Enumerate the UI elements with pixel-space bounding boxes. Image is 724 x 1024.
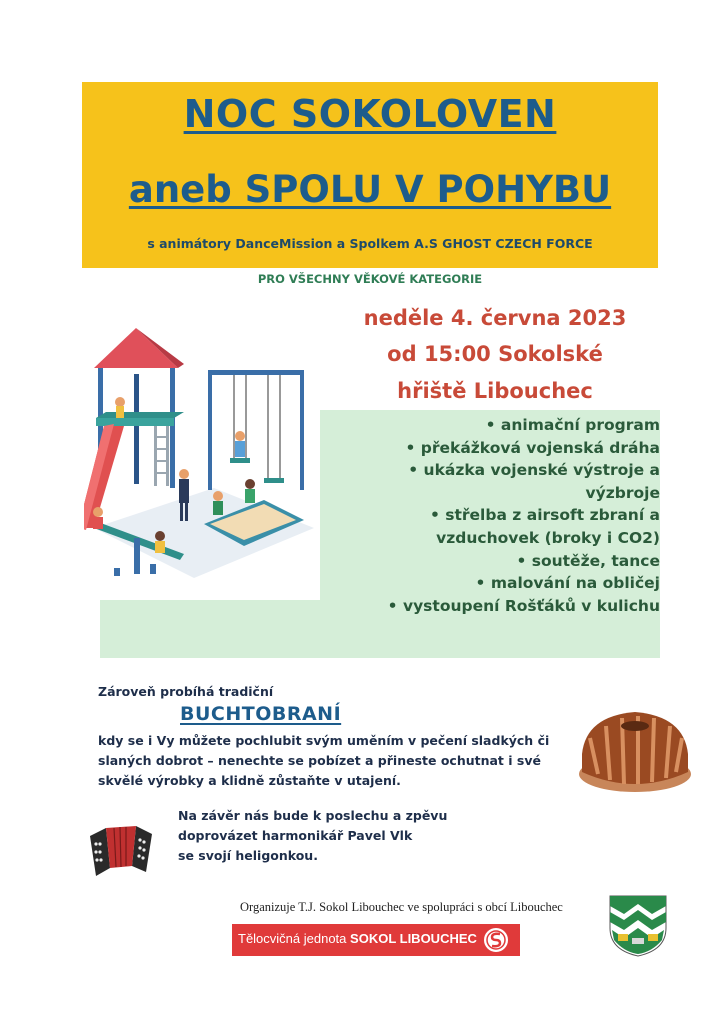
closing-line: se svojí heligonkou. [178, 848, 318, 863]
event-time: od 15:00 Sokolské [387, 342, 603, 366]
buchtobrani-intro: Zároveň probíhá tradiční [98, 684, 274, 699]
banner-subtitle: s animátory DanceMission a Spolkem A.S GHOST CZECH FORCE [147, 236, 593, 251]
description-line: slaných dobrot – nenechte se pobízet a přineste ochutnat i své [98, 753, 541, 768]
municipal-coat-of-arms-icon [606, 892, 670, 958]
program-item: vzduchovek (broky i CO2) [436, 528, 660, 547]
age-categories: PRO VŠECHNY VĚKOVÉ KATEGORIE [257, 272, 483, 286]
organizer-text: Organizuje T.J. Sokol Libouchec ve spolupráci s obcí Libouchec [240, 900, 563, 914]
closing-line: doprovázet harmonikář Pavel Vlk [178, 828, 413, 843]
event-date: neděle 4. června 2023 [363, 306, 627, 330]
sokol-logo-icon [480, 925, 512, 955]
program-item: • střelba z airsoft zbraní a [429, 506, 660, 525]
program-item: • malování na obličej [475, 574, 660, 593]
bundt-cake-icon [576, 704, 694, 796]
playground-illustration [84, 328, 324, 588]
buchtobrani-description [98, 731, 568, 791]
program-item: • animační program [485, 416, 660, 434]
main-title: NOC SOKOLOVEN [183, 92, 557, 136]
program-item: • soutěže, tance [516, 551, 660, 570]
event-place: hřiště Libouchec [397, 379, 593, 403]
closing-line: Na závěr nás bude k poslechu a zpěvu [178, 808, 448, 823]
secondary-title: aneb SPOLU V POHYBU [128, 168, 612, 211]
description-line: kdy se i Vy můžete pochlubit svým uměním v pečení sladkých či [98, 733, 550, 748]
sokol-prefix: Tělocvičná jednota [238, 931, 347, 946]
program-item: • vystoupení Rošťáků v kulichu [387, 596, 660, 615]
closing-text [178, 806, 498, 866]
accordion-icon [86, 822, 156, 880]
sokol-banner-text [238, 931, 477, 946]
buchtobrani-title: BUCHTOBRANÍ [180, 703, 342, 725]
program-item: výzbroje [585, 483, 660, 502]
description-line: skvělé výrobky a klidně zůstaňte v utajení. [98, 773, 401, 788]
program-item: • překážková vojenská dráha [405, 438, 660, 457]
sokol-name: SOKOL LIBOUCHEC [350, 931, 477, 946]
program-item: • ukázka vojenské výstroje a [408, 461, 660, 480]
program-list [300, 414, 660, 617]
